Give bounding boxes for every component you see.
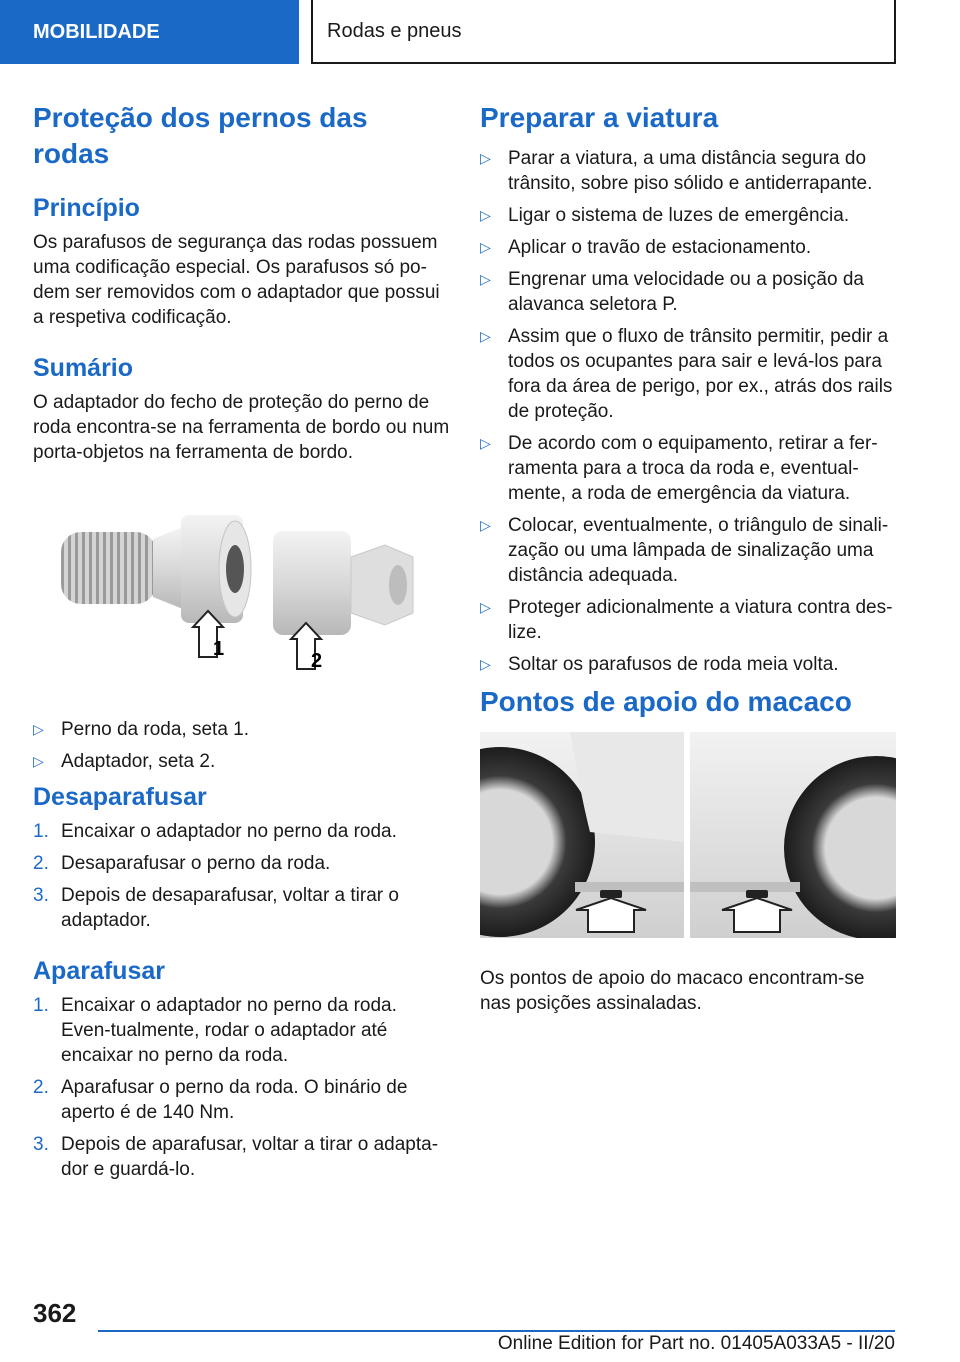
- list-item: ▷ Aplicar o travão de estacionamento.: [480, 237, 812, 258]
- heading-aparafusar: Aparafusar: [33, 957, 165, 985]
- footer-rule: [98, 1330, 895, 1332]
- steps-desaparafusar: [33, 819, 451, 933]
- list-item: ▷ Colocar, eventualmente, o triângulo de sinali-zação ou uma lâmpada de sinalização uma distância adequada.: [480, 515, 889, 586]
- right-column: [480, 100, 898, 1016]
- jacking-points-illustration: [480, 732, 896, 938]
- triangle-bullet-icon: ▷: [480, 271, 491, 287]
- figure-label-1: 1: [213, 638, 225, 660]
- list-item: 3. Depois de desaparafusar, voltar a tirar o adaptador.: [33, 885, 399, 931]
- list-item: 2. Desaparafusar o perno da roda.: [33, 853, 331, 874]
- triangle-bullet-icon: ▷: [480, 328, 491, 344]
- chapter-tab: MOBILIDADE: [0, 0, 299, 64]
- steps-aparafusar: [33, 993, 451, 1182]
- footer-edition: Online Edition for Part no. 01405A033A5 - II/20: [497, 1333, 895, 1354]
- triangle-bullet-icon: ▷: [33, 753, 44, 769]
- list-item: ▷ De acordo com o equipamento, retirar a fer-ramenta para a troca da roda e, eventual-mente, a roda de emergência da viatura.: [480, 433, 878, 504]
- triangle-bullet-icon: ▷: [33, 721, 44, 737]
- list-item: 2. Aparafusar o perno da roda. O binário de aperto é de 140 Nm.: [33, 1077, 408, 1123]
- left-jack-pad: [600, 890, 622, 898]
- bolt-neck: [153, 527, 183, 609]
- heading-principio: Princípio: [33, 194, 140, 222]
- heading-pontos: Pontos de apoio do macaco: [480, 686, 852, 717]
- figure-label-2: 2: [311, 650, 323, 672]
- text-sumario: O adaptador do fecho de proteção do perno de roda encontra-se na ferramenta de bordo ou num porta-objetos na ferramenta de bordo.: [33, 392, 450, 463]
- page-title: Proteção dos pernos das rodas: [33, 102, 368, 169]
- text-principio: Os parafusos de segurança das rodas possuem uma codificação especial. Os parafusos só po-dem ser removidos com o adaptador que possui a respetiva codificação.: [33, 232, 440, 328]
- list-item: ▷ Adaptador, seta 2.: [33, 751, 216, 772]
- list-item: ▷ Parar a viatura, a uma distância segura do trânsito, sobre piso sólido e antiderrapante.: [480, 148, 873, 194]
- section-desaparafusar: [33, 781, 451, 933]
- list-item: 1. Encaixar o adaptador no perno da roda. Even-tualmente, rodar o adaptador até encaixar no perno da roda.: [33, 995, 397, 1066]
- photo-divider: [684, 732, 690, 938]
- left-sill: [575, 882, 684, 892]
- triangle-bullet-icon: ▷: [480, 207, 491, 223]
- wheel-bolt-adapter-illustration: [33, 487, 451, 677]
- adapter-body: [273, 531, 351, 635]
- list-item: ▷ Perno da roda, seta 1.: [33, 719, 250, 740]
- triangle-bullet-icon: ▷: [480, 656, 491, 672]
- list-item: ▷ Soltar os parafusos de roda meia volta.: [480, 654, 839, 675]
- triangle-bullet-icon: ▷: [480, 599, 491, 615]
- figure-legend: [33, 717, 451, 774]
- triangle-bullet-icon: ▷: [480, 239, 491, 255]
- right-sill: [690, 882, 800, 892]
- triangle-bullet-icon: ▷: [480, 517, 491, 533]
- adapter-bore: [389, 565, 407, 605]
- bolt-thread: [61, 532, 156, 604]
- bolt-code-recess: [226, 545, 244, 593]
- steps-preparar: [480, 146, 898, 677]
- text-pontos: Os pontos de apoio do macaco encontram-se nas posições assinaladas.: [480, 968, 865, 1014]
- list-item: ▷ Ligar o sistema de luzes de emergência.: [480, 205, 850, 226]
- section-aparafusar: [33, 955, 451, 1182]
- section-sumario: [33, 352, 451, 465]
- topic-header: Rodas e pneus: [311, 0, 896, 64]
- heading-sumario: Sumário: [33, 354, 134, 382]
- list-item: ▷ Proteger adicionalmente a viatura contra des-lize.: [480, 597, 893, 643]
- list-item: ▷ Assim que o fluxo de trânsito permitir, pedir a todos os ocupantes para sair e levá-los para fora da área de perigo, por ex., atrás dos rails de proteção.: [480, 326, 893, 422]
- section-principio: [33, 192, 451, 330]
- list-item: ▷ Engrenar uma velocidade ou a posição da alavanca seletora P.: [480, 269, 864, 315]
- list-item: 3. Depois de aparafusar, voltar a tirar o adapta-dor e guardá-lo.: [33, 1134, 439, 1180]
- right-jack-pad: [746, 890, 768, 898]
- heading-preparar: Preparar a viatura: [480, 102, 719, 133]
- triangle-bullet-icon: ▷: [480, 150, 491, 166]
- list-item: 1. Encaixar o adaptador no perno da roda.: [33, 821, 397, 842]
- triangle-bullet-icon: ▷: [480, 435, 491, 451]
- left-column: [33, 100, 451, 1204]
- page-number: 362: [33, 1298, 77, 1328]
- heading-desaparafusar: Desaparafusar: [33, 783, 207, 811]
